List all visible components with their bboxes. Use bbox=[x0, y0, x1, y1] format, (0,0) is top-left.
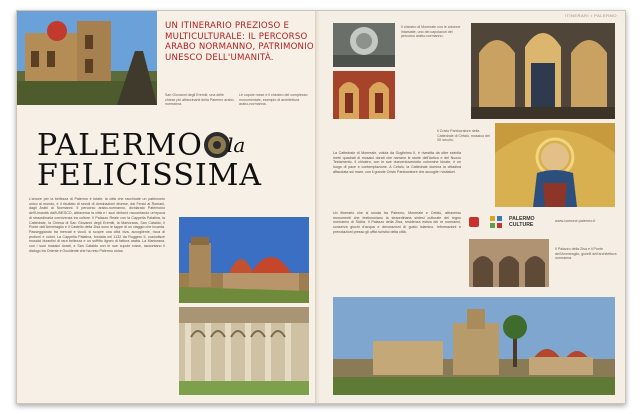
church-photo-top bbox=[17, 11, 157, 105]
photo-caption-1: San Giovanni degli Eremiti, una delle chiese più affascinanti della Palermo arabo-normanna. bbox=[165, 93, 235, 107]
page-header: ITINERARI • PALERMO bbox=[564, 13, 617, 18]
caption-top: Il chiostro di Monreale con le colonne intarsiate, uno dei capolavori del percorso arabo-normanno. bbox=[401, 25, 461, 39]
logo-url: www.comune.palermo.it bbox=[555, 219, 596, 223]
title-line-2: FELICISSIMA bbox=[37, 158, 263, 193]
zisa-panorama-photo bbox=[333, 297, 615, 395]
red-domes-photo bbox=[179, 217, 309, 303]
photo-caption-2: Le cupole rosse e il chiostro del complesso monumentale, esempio di architettura arabo-normanna. bbox=[239, 93, 308, 107]
palermo-red-logo-icon bbox=[469, 217, 479, 227]
caption-bottom: Il Palazzo della Zisa e il Ponte dell'Ammiraglio, gioielli dell'architettura normanna. bbox=[555, 247, 617, 261]
right-body-col-1: La Cattedrale di Monreale, voluta da Guglielmo II, è rivestita da oltre seimila metri quadrati di mosaici dorati che narrano le storie dell'Antico e del Nuovo Testamento. Il chiostro, con le sue duecentoventotto colonnine binate, è un luogo di pace e contemplazione. A Cefalù, la Cattedrale domina la cittadina affacciata sul mare, con il grande Cristo Pantocratore che accoglie i visitatori. bbox=[333, 151, 461, 174]
headline: UN ITINERARIO PREZIOSO E MULTICULTURALE: IL PERCORSO ARABO NORMANNO, PATRIMONIO UNESCO DELL'UMANITÀ. bbox=[165, 21, 314, 63]
title-block bbox=[31, 129, 301, 191]
arches-photo-small bbox=[469, 239, 549, 287]
pantocrator-mosaic-photo bbox=[495, 123, 615, 207]
magazine-spread bbox=[16, 10, 626, 404]
left-page bbox=[17, 11, 317, 403]
logo-name: PALERMO CULTURE bbox=[509, 216, 535, 228]
caption-mid: Il Cristo Pantocratore della Cattedrale di Cefalù, mosaico del XII secolo. bbox=[437, 129, 490, 143]
right-page bbox=[319, 11, 625, 403]
cathedral-interior-photo bbox=[471, 23, 615, 119]
right-body-col-2: Un itinerario che si snoda tra Palermo, Monreale e Cefalù, attraverso monumenti che testimoniano la straordinaria sintesi culturale del regno normanno di Sicilia. Il Palazzo della Zisa, residenza estiva dei re normanni, conserva giochi d'acqua e decorazioni di gusto islamico. Informazioni e prenotazioni presso gli uffici turistici della città. bbox=[333, 211, 461, 234]
culture-mark-icon bbox=[489, 215, 503, 229]
left-body-text: L'amore per la bellezza di Palermo è totale: la città che racchiude un patrimonio unico al mondo, è il risultato di secoli di dominazioni diverse, dai Fenici ai Romani, dagli Arabi ai Normanni. Il percorso arabo-normanno, dichiarato Patrimonio dell'Umanità dall'UNESCO, attraversa la città e i suoi dintorni raccontando un'epoca di straordinaria convivenza tra culture. Il Palazzo Reale con la Cappella Palatina, la Cattedrale, la Chiesa di San Giovanni degli Eremiti, la Martorana, San Cataldo, il Ponte dell'Ammiraglio e il Castello della Zisa sono le tappe di un viaggio che incanta. Passeggiando tra mercati e vicoli, si scopre una città viva, accogliente, ricca di profumi e colori. La Cappella Palatina, fondata nel 1132 da Ruggero II, custodisce mosaici bizantini di rara bellezza e un soffitto ligneo di fattura araba. La Martorana, con i suoi mosaici dorati, e San Cataldo con le sue cupole rosse, raccontano il dialogo tra Oriente e Occidente che ha reso Palermo unica. bbox=[29, 197, 165, 253]
palermo-culture-logo bbox=[469, 215, 619, 231]
title-la: la bbox=[227, 133, 246, 157]
title-line-1: PALERMO bbox=[37, 128, 203, 163]
cloister-photo bbox=[179, 307, 309, 395]
interior-photo-small bbox=[333, 23, 395, 67]
mosaic-arch-photo bbox=[333, 71, 395, 119]
